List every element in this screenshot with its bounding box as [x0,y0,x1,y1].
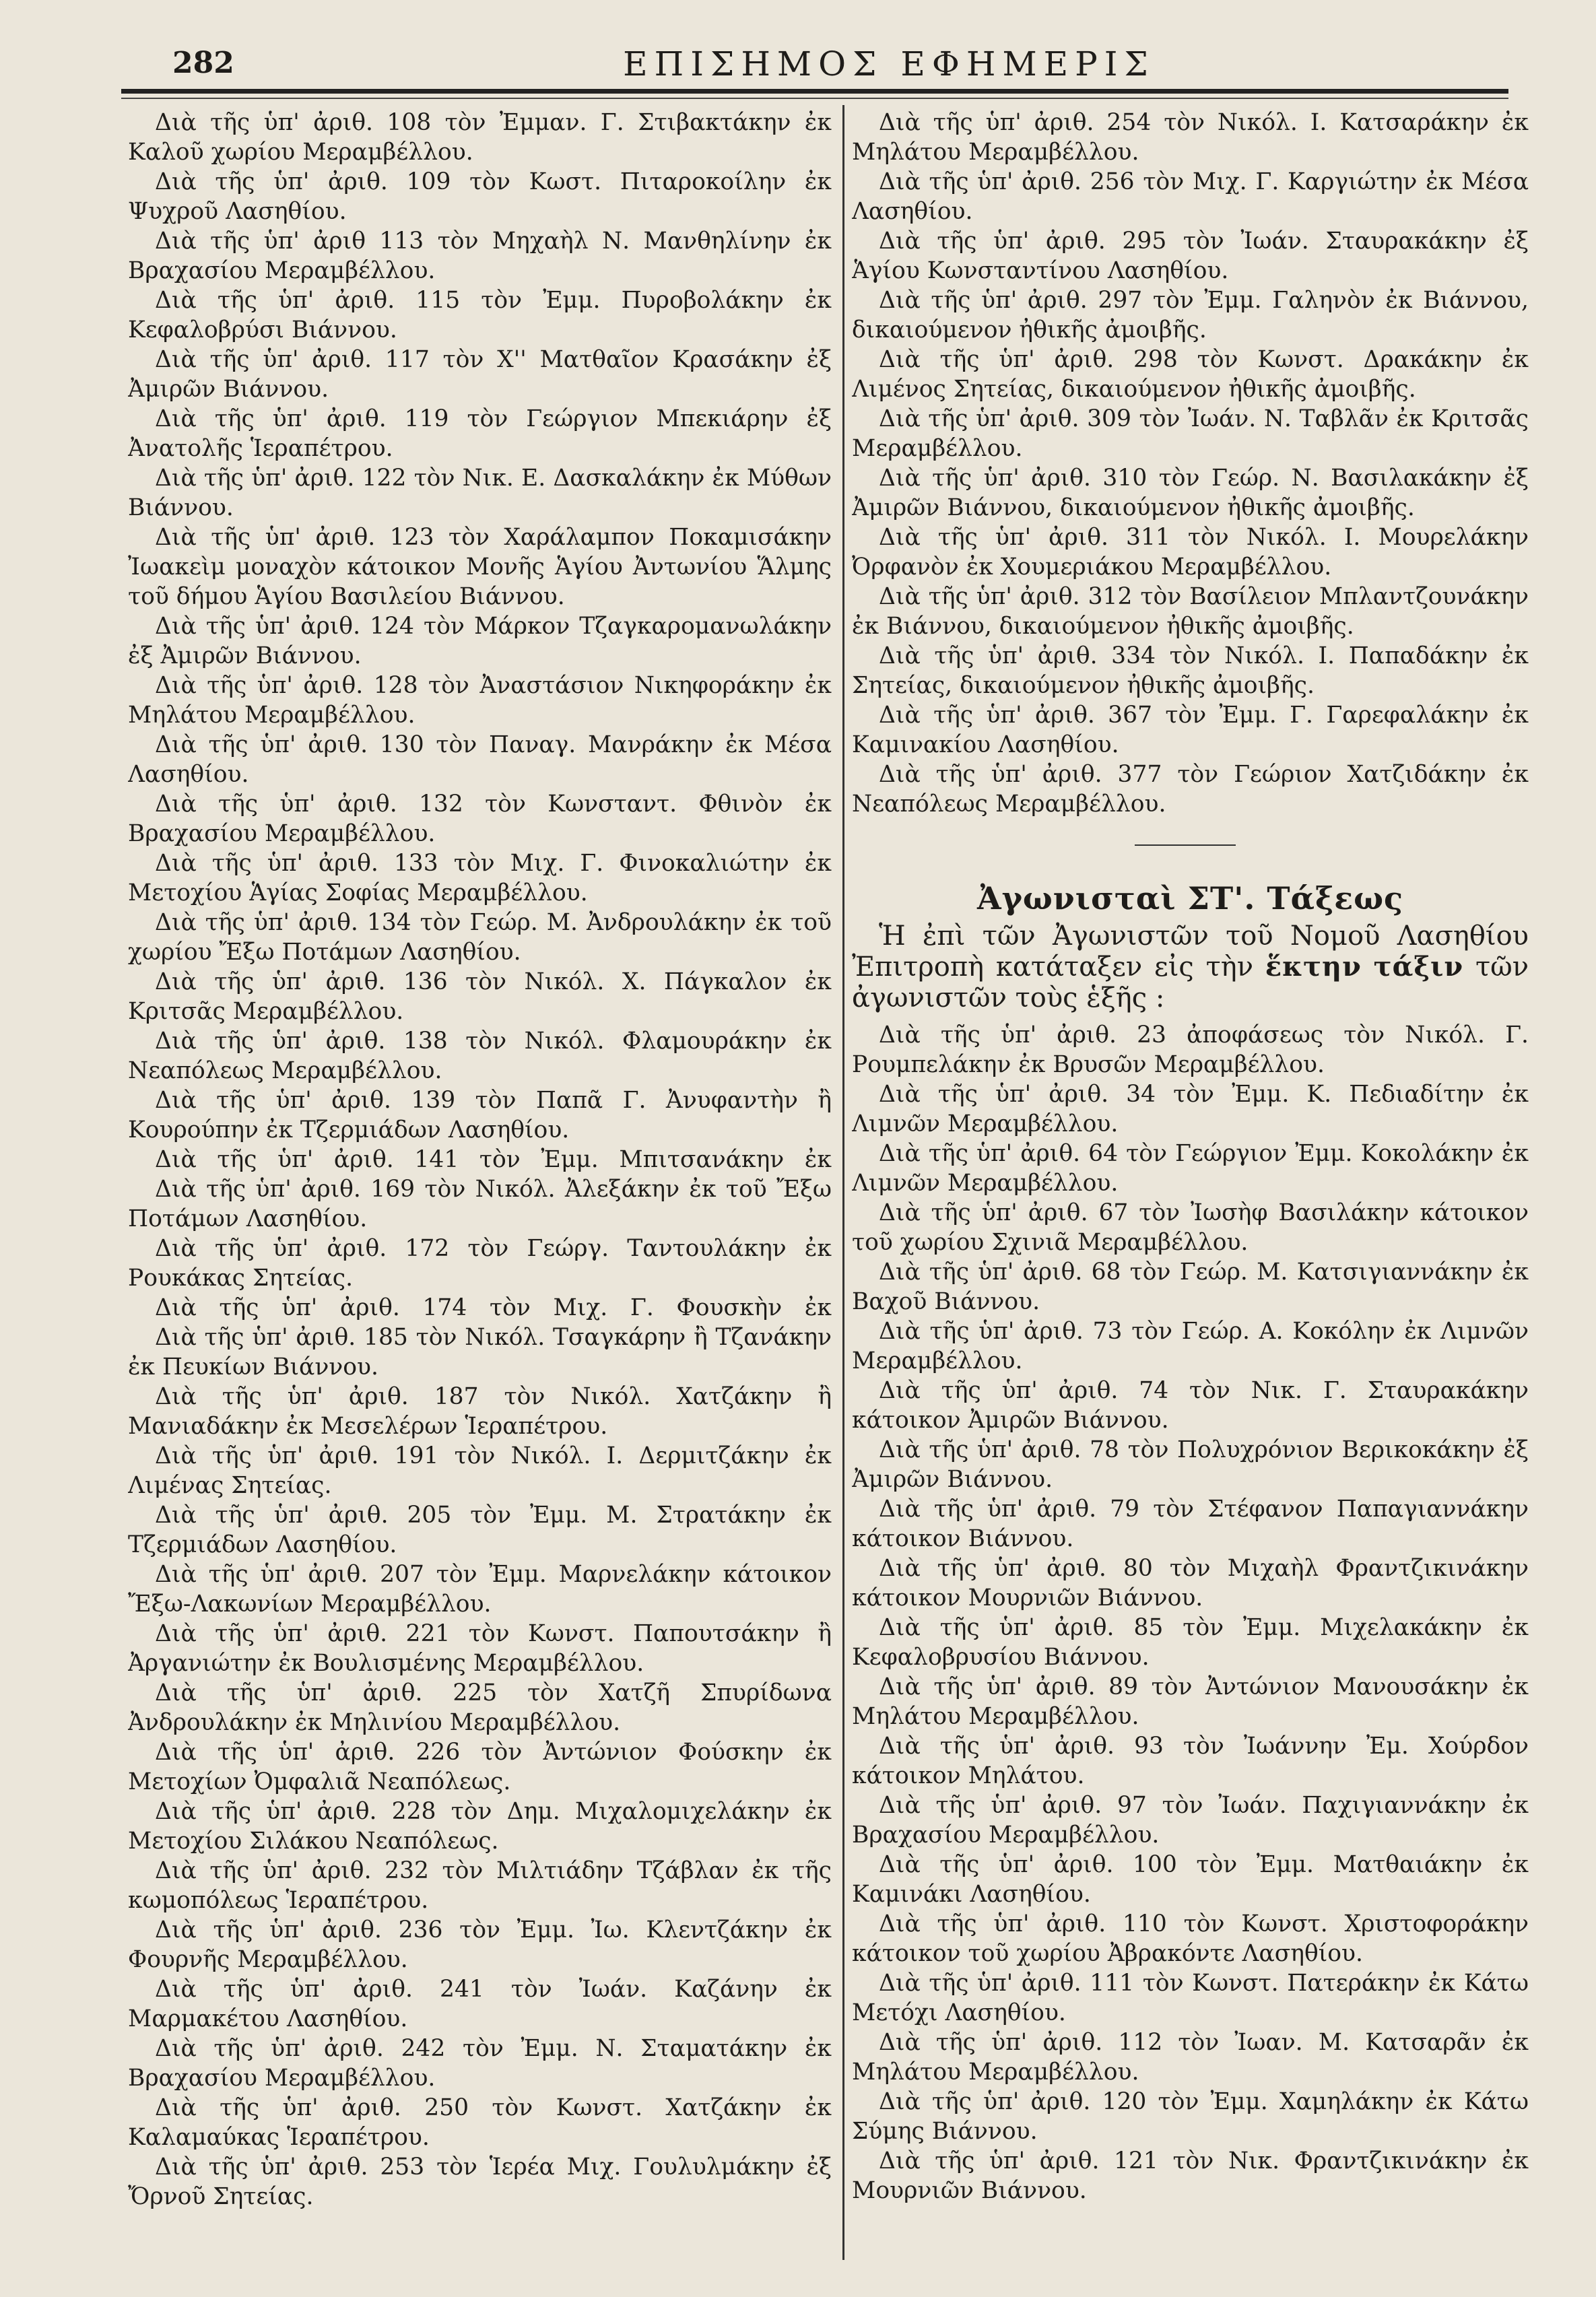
entry: Διὰ τῆς ὑπ' ἀριθ. 242 τὸν Ἐμμ. Ν. Σταματάκην ἐκ Βραχασίου Μεραμβέλλου. [128,2035,832,2092]
entry: Διὰ τῆς ὑπ' ἀριθ. 226 τὸν Ἀντώνιον Φούσκην ἐκ Μετοχίων Ὀμφαλιᾶ Νεαπόλεως. [128,1739,832,1795]
entry: Διὰ τῆς ὑπ' ἀριθ. 78 τὸν Πολυχρόνιον Βερικοκάκην ἐξ Ἀμιρῶν Βιάννου. [852,1436,1529,1493]
entry: Διὰ τῆς ὑπ' ἀριθ. 119 τὸν Γεώργιον Μπεκιάρην ἐξ Ἀνατολῆς Ἱεραπέτρου. [128,405,832,462]
entry: Διὰ τῆς ὑπ' ἀριθ. 254 τὸν Νικόλ. Ι. Κατσαράκην ἐκ Μηλάτου Μεραμβέλλου. [852,109,1529,166]
entry: Διὰ τῆς ὑπ' ἀριθ. 311 τὸν Νικόλ. Ι. Μουρελάκην Ὀρφανὸν ἐκ Χουμεριάκου Μεραμβέλλου. [852,524,1529,580]
page-header [121,39,1508,106]
entry: Διὰ τῆς ὑπ' ἀριθ. 205 τὸν Ἐμμ. Μ. Στρατάκην ἐκ Τζερμιάδων Λασηθίου. [128,1502,832,1558]
entry: Διὰ τῆς ὑπ' ἀριθ. 256 τὸν Μιχ. Γ. Καργιώτην ἐκ Μέσα Λασηθίου. [852,168,1529,225]
entry: Διὰ τῆς ὑπ' ἀριθ. 34 τὸν Ἐμμ. Κ. Πεδιαδίτην ἐκ Λιμνῶν Μεραμβέλλου. [852,1081,1529,1137]
entry: Διὰ τῆς ὑπ' ἀριθ. 115 τὸν Ἐμμ. Πυροβολάκην ἐκ Κεφαλοβρύσι Βιάννου. [128,287,832,343]
section-heading: Ἀγωνισταὶ ΣΤ'. Τάξεως [976,880,1404,917]
entry: Διὰ τῆς ὑπ' ἀριθ. 121 τὸν Νικ. Φραντζικινάκην ἐκ Μουρνιῶν Βιάννου. [852,2148,1529,2204]
entry: Διὰ τῆς ὑπ' ἀριθ. 298 τὸν Κωνστ. Δρακάκην ἐκ Λιμένος Σητείας, δικαιούμενον ἠθικῆς ἀμοιβῆς. [852,346,1529,403]
entry: Διὰ τῆς ὑπ' ἀριθ. 117 τὸν Χ'' Ματθαῖον Κρασάκην ἐξ Ἀμιρῶν Βιάννου. [128,346,832,403]
entry: Διὰ τῆς ὑπ' ἀριθ. 207 τὸν Ἐμμ. Μαρνελάκην κάτοικον Ἔξω-Λακωνίων Μεραμβέλλου. [128,1561,832,1618]
entry: Διὰ τῆς ὑπ' ἀριθ. 128 τὸν Ἀναστάσιον Νικηφοράκην ἐκ Μηλάτου Μεραμβέλλου. [128,672,832,729]
entry: Διὰ τῆς ὑπ' ἀριθ. 236 τὸν Ἐμμ. Ἰω. Κλεντζάκην ἐκ Φουρνῆς Μεραμβέλλου. [128,1917,832,1973]
entry: Διὰ τῆς ὑπ' ἀριθ. 111 τὸν Κωνστ. Πατεράκην ἐκ Κάτω Μετόχι Λασηθίου. [852,1970,1529,2026]
entry: Διὰ τῆς ὑπ' ἀριθ. 312 τὸν Βασίλειον Μπλαντζουνάκην ἐκ Βιάννου, δικαιούμενον ἠθικῆς ἀμοιβῆς. [852,583,1529,640]
entry: Διὰ τῆς ὑπ' ἀριθ. 110 τὸν Κωνστ. Χριστοφοράκην κάτοικον τοῦ χωρίου Ἀβρακόντε Λασηθίου. [852,1910,1529,1967]
entry: Διὰ τῆς ὑπ' ἀριθ. 310 τὸν Γεώρ. Ν. Βασιλακάκην ἐξ Ἀμιρῶν Βιάννου, δικαιούμενον ἠθικῆς ἀμοιβῆς. [852,465,1529,521]
entry: Διὰ τῆς ὑπ' ἀριθ. 334 τὸν Νικόλ. Ι. Παπαδάκην ἐκ Σητείας, δικαιούμενον ἠθικῆς ἀμοιβῆς. [852,642,1529,699]
intro-text: τῶν ἀγωνιστῶν τοὺς ἑξῆς : [852,952,1529,1013]
entry: Διὰ τῆς ὑπ' ἀριθ. 109 τὸν Κωστ. Πιταροκοίλην ἐκ Ψυχροῦ Λασηθίου. [128,168,832,225]
entry: Διὰ τῆς ὑπ' ἀριθ. 80 τὸν Μιχαὴλ Φραντζικινάκην κάτοικον Μουρνιῶν Βιάννου. [852,1555,1529,1611]
entry: Διὰ τῆς ὑπ' ἀριθ. 253 τὸν Ἱερέα Μιχ. Γουλυλμάκην ἐξ Ὄρνοῦ Σητείας. [128,2154,832,2210]
entry: Διὰ τῆς ὑπ' ἀριθ. 100 τὸν Ἐμμ. Ματθαιάκην ἐκ Καμινάκι Λασηθίου. [852,1851,1529,1908]
entry: Διὰ τῆς ὑπ' ἀριθ. 130 τὸν Παναγ. Μανράκην ἐκ Μέσα Λασηθίου. [128,731,832,788]
entry: Διὰ τῆς ὑπ' ἀριθ. 295 τὸν Ἰωάν. Σταυρακάκην ἐξ Ἁγίου Κωνσταντίνου Λασηθίου. [852,228,1529,284]
entry: Διὰ τῆς ὑπ' ἀριθ. 174 τὸν Μιχ. Γ. Φουσκὴν ἐκ [155,1294,832,1321]
entry: Διὰ τῆς ὑπ' ἀριθ. 120 τὸν Ἐμμ. Χαμηλάκην ἐκ Κάτω Σύμης Βιάννου. [852,2088,1529,2145]
entry: Διὰ τῆς ὑπ' ἀριθ. 377 τὸν Γεώριον Χατζιδάκην ἐκ Νεαπόλεως Μεραμβέλλου. [852,761,1529,818]
left-column [128,108,832,2211]
entry: Διὰ τῆς ὑπ' ἀριθ. 309 τὸν Ἰωάν. Ν. Ταβλᾶν ἐκ Κριτσᾶς Μεραμβέλλου. [852,405,1529,462]
entry: Διὰ τῆς ὑπ' ἀριθ. 367 τὸν Ἐμμ. Γ. Γαρεφαλάκην ἐκ Καμινακίου Λασηθίου. [852,702,1529,758]
entry: Διὰ τῆς ὑπ' ἀριθ. 225 τὸν Χατζῆ Σπυρίδωνα Ἀνδρουλάκην ἐκ Μηλινίου Μεραμβέλλου. [128,1679,832,1736]
entry: Διὰ τῆς ὑπ' ἀριθ. 138 τὸν Νικόλ. Φλαμουράκην ἐκ Νεαπόλεως Μεραμβέλλου. [128,1028,832,1084]
entry: Διὰ τῆς ὑπ' ἀριθ. 228 τὸν Δημ. Μιχαλομιχελάκην ἐκ Μετοχίου Σιλάκου Νεαπόλεως. [128,1798,832,1855]
entry: Διὰ τῆς ὑπ' ἀριθ. 67 τὸν Ἰωσὴφ Βασιλάκην κάτοικον τοῦ χωρίου Σχινιᾶ Μεραμβέλλου. [852,1199,1529,1256]
entry: Διὰ τῆς ὑπ' ἀριθ. 85 τὸν Ἐμμ. Μιχελακάκην ἐκ Κεφαλοβρυσίου Βιάννου. [852,1614,1529,1671]
entry: Διὰ τῆς ὑπ' ἀριθ. 112 τὸν Ἰωαν. Μ. Κατσαρᾶν ἐκ Μηλάτου Μεραμβέλλου. [852,2029,1529,2086]
entry: Διὰ τῆς ὑπ' ἀριθ. 191 τὸν Νικόλ. Ι. Δερμιτζάκην ἐκ Λιμένας Σητείας. [128,1442,832,1499]
entry: Διὰ τῆς ὑπ' ἀριθ. 64 τὸν Γεώργιον Ἐμμ. Κοκολάκην ἐκ Λιμνῶν Μεραμβέλλου. [852,1140,1529,1197]
intro-emphasis: ἕκτην [1265,951,1362,983]
entry: Διὰ τῆς ὑπ' ἀριθ. 79 τὸν Στέφανον Παπαγιαννάκην κάτοικον Βιάννου. [852,1496,1529,1552]
entry: Διὰ τῆς ὑπ' ἀριθ. 73 τὸν Γεώρ. Α. Κοκόλην ἐκ Λιμνῶν Μεραμβέλλου. [852,1318,1529,1374]
entry: Διὰ τῆς ὑπ' ἀριθ. 97 τὸν Ἰωάν. Παχιγιαννάκην ἐκ Βραχασίου Μεραμβέλλου. [852,1792,1529,1849]
intro-text: Ἡ ἐπὶ τῶν Ἀγωνιστῶν τοῦ Νομοῦ Λασηθίου Ἐπιτροπὴ κατάταξεν εἰς τὴν [852,921,1529,983]
column-divider [842,105,844,2260]
entry: Διὰ τῆς ὑπ' ἀριθ. 232 τὸν Μιλτιάδην Τζάβλαν ἐκ τῆς κωμοπόλεως Ἱεραπέτρου. [128,1857,832,1914]
entry: Διὰ τῆς ὑπ' ἀριθ. 139 τὸν Παπᾶ Γ. Ἀνυφαντὴν ἢ Κουρούπην ἐκ Τζερμιάδων Λασηθίου. [128,1087,832,1143]
page-number: 282 [172,46,234,80]
header-rule-thin [121,98,1508,99]
separator-rule [1135,844,1236,846]
entry: Διὰ τῆς ὑπ' ἀριθ. 134 τὸν Γεώρ. Μ. Ἀνδρουλάκην ἐκ τοῦ χωρίου Ἔξω Ποτάμων Λασηθίου. [128,909,832,966]
entry: Διὰ τῆς ὑπ' ἀριθ. 297 τὸν Ἐμμ. Γαληνὸν ἐκ Βιάννου, δικαιούμενον ἠθικῆς ἀμοιβῆς. [852,287,1529,343]
entry: Διὰ τῆς ὑπ' ἀριθ. 221 τὸν Κωνστ. Παπουτσάκην ἢ Ἀργανιώτην ἐκ Βουλισμένης Μεραμβέλλου. [128,1620,832,1677]
entry: Διὰ τῆς ὑπ' ἀριθ. 250 τὸν Κωνστ. Χατζάκην ἐκ Καλαμαύκας Ἱεραπέτρου. [128,2094,832,2151]
entry: Διὰ τῆς ὑπ' ἀριθ. 169 τὸν Νικόλ. Ἀλεξάκην ἐκ τοῦ Ἔξω Ποτάμων Λασηθίου. [128,1176,832,1232]
entry: Διὰ τῆς ὑπ' ἀριθ. 172 τὸν Γεώργ. Ταντουλάκην ἐκ Ρουκάκας Σητείας. [128,1235,832,1292]
right-column [852,108,1529,2205]
entry: Διὰ τῆς ὑπ' ἀριθ. 122 τὸν Νικ. Ε. Δασκαλάκην ἐκ Μύθων Βιάννου. [128,465,832,521]
section-separator [852,819,1529,876]
entry: Διὰ τῆς ὑπ' ἀριθ. 136 τὸν Νικόλ. Χ. Πάγκαλον ἐκ Κριτσᾶς Μεραμβέλλου. [128,968,832,1025]
entry: Διὰ τῆς ὑπ' ἀριθ. 89 τὸν Ἀντώνιον Μανουσάκην ἐκ Μηλάτου Μεραμβέλλου. [852,1673,1529,1730]
entry: Διὰ τῆς ὑπ' ἀριθ. 141 τὸν Ἐμμ. Μπιτσανάκην ἐκ [155,1146,832,1173]
entry: Διὰ τῆς ὑπ' ἀριθ. 93 τὸν Ἰωάννην Ἐμ. Χούρδον κάτοικον Μηλάτου. [852,1733,1529,1789]
entry: Διὰ τῆς ὑπ' ἀριθ. 68 τὸν Γεώρ. Μ. Κατσιγιαννάκην ἐκ Βαχοῦ Βιάννου. [852,1259,1529,1315]
intro-emphasis: τάξιν [1373,951,1464,983]
header-rule-thick [121,89,1508,94]
entry: Διὰ τῆς ὑπ' ἀριθ. 132 τὸν Κωνσταντ. Φθινὸν ἐκ Βραχασίου Μεραμβέλλου. [128,791,832,847]
entry: Διὰ τῆς ὑπ' ἀριθ. 241 τὸν Ἰωάν. Καζάνην ἐκ Μαρμακέτου Λασηθίου. [128,1976,832,2032]
section-intro [852,921,1529,1013]
entry: Διὰ τῆς ὑπ' ἀριθ. 187 τὸν Νικόλ. Χατζάκην ἢ Μανιαδάκην ἐκ Μεσελέρων Ἱεραπέτρου. [128,1383,832,1440]
entry: Διὰ τῆς ὑπ' ἀριθ. 123 τὸν Χαράλαμπον Ποκαμισάκην Ἰωακεὶμ μοναχὸν κάτοικον Μονῆς Ἁγίου Ἀντωνίου Ἅλμης τοῦ δήμου Ἁγίου Βασιλείου Βιάννου. [128,524,832,610]
entry: Διὰ τῆς ὑπ' ἀριθ 113 τὸν Μηχαὴλ Ν. Μανθηλίνην ἐκ Βραχασίου Μεραμβέλλου. [128,228,832,284]
entry: Διὰ τῆς ὑπ' ἀριθ. 185 τὸν Νικόλ. Τσαγκάρην ἢ Τζανάκην ἐκ Πευκίων Βιάννου. [128,1324,832,1380]
entry: Διὰ τῆς ὑπ' ἀριθ. 124 τὸν Μάρκον Τζαγκαρομανωλάκην ἐξ Ἀμιρῶν Βιάννου. [128,613,832,669]
entry: Διὰ τῆς ὑπ' ἀριθ. 23 ἀποφάσεως τὸν Νικόλ. Γ. Ρουμπελάκην ἐκ Βρυσῶν Μεραμβέλλου. [852,1022,1529,1078]
entry: Διὰ τῆς ὑπ' ἀριθ. 133 τὸν Μιχ. Γ. Φινοκαλιώτην ἐκ Μετοχίου Ἁγίας Σοφίας Μεραμβέλλου. [128,850,832,906]
gazette-title: ΕΠΙΣΗΜΟΣ ΕΦΗΜΕΡΙΣ [623,44,1155,84]
entry: Διὰ τῆς ὑπ' ἀριθ. 108 τὸν Ἐμμαν. Γ. Στιβακτάκην ἐκ Καλοῦ χωρίου Μεραμβέλλου. [128,109,832,166]
entry: Διὰ τῆς ὑπ' ἀριθ. 74 τὸν Νικ. Γ. Σταυρακάκην κάτοικον Ἀμιρῶν Βιάννου. [852,1377,1529,1434]
